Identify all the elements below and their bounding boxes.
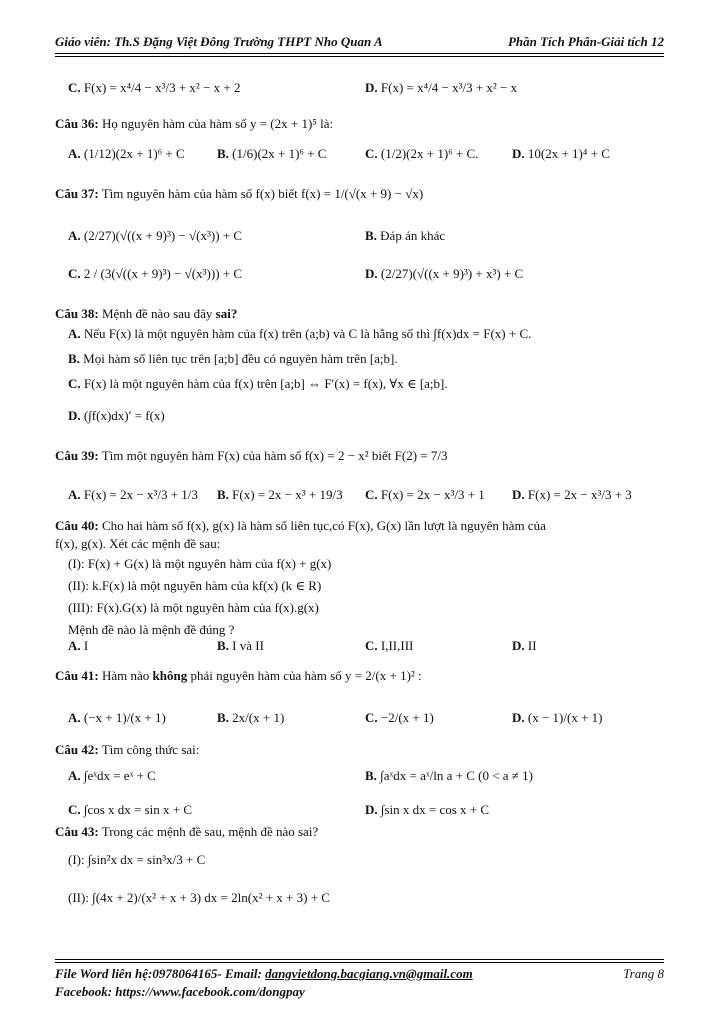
q40-stem-2: f(x), g(x). Xét các mệnh đề sau: (55, 536, 221, 551)
q41-stem: Câu 41: Hàm nào không phải nguyên hàm của hàm số y = 2/(x + 1)² : (55, 668, 422, 683)
footer-rule (55, 959, 664, 963)
footer-email-link[interactable]: dangvietdong.bacgiang.vn@gmail.com (265, 966, 473, 981)
q42-option-c: C. ∫cos x dx = sin x + C (68, 802, 193, 817)
header-left: Giáo viên: Th.S Đặng Việt Đông Trường THPT Nho Quan A (55, 34, 383, 49)
q39-option-a: A. F(x) = 2x − x³/3 + 1/3 (68, 487, 198, 502)
header-right: Phần Tích Phân-Giải tích 12 (507, 34, 664, 49)
q38-option-d: D. (∫f(x)dx)′ = f(x) (68, 408, 165, 423)
q41-option-c: C. −2/(x + 1) (365, 710, 434, 725)
q39-option-b: B. F(x) = 2x − x³ + 19/3 (217, 487, 343, 502)
q38-option-c: C. F(x) là một nguyên hàm của f(x) trên [a;b] ⇔ F′(x) = f(x), ∀x ∈ [a;b]. (68, 376, 448, 391)
q43-statement-i: (I): ∫sin²x dx = sin³x/3 + C (68, 852, 206, 867)
q38-stem: Câu 38: Mệnh đề nào sau đây sai? (55, 306, 238, 321)
q36-option-a: A. (1/12)(2x + 1)⁶ + C (68, 146, 185, 161)
q37-option-a: A. (2/27)(√((x + 9)³) − √(x³)) + C (68, 228, 243, 243)
q35-option-c: C. F(x) = x⁴/4 − x³/3 + x² − x + 2 (68, 80, 241, 95)
page-header (55, 34, 664, 50)
q37-option-b: B. Đáp án khác (365, 228, 446, 243)
q39-option-c: C. F(x) = 2x − x³/3 + 1 (365, 487, 485, 502)
q39-option-d: D. F(x) = 2x − x³/3 + 3 (512, 487, 632, 502)
q38-option-a: A. Nếu F(x) là một nguyên hàm của f(x) trên (a;b) và C là hằng số thì ∫f(x)dx = F(x) + C. (68, 326, 532, 341)
header-rule (55, 53, 664, 57)
q42-option-d: D. ∫sin x dx = cos x + C (365, 802, 490, 817)
q40-statement-ii: (II): k.F(x) là một nguyên hàm của kf(x) (k ∈ R) (68, 578, 322, 593)
q40-statement-iii: (III): F(x).G(x) là một nguyên hàm của f(x).g(x) (68, 600, 319, 615)
q43-statement-ii: (II): ∫(4x + 2)/(x² + x + 3) dx = 2ln(x² + x + 3) + C (68, 890, 330, 905)
q41-option-d: D. (x − 1)/(x + 1) (512, 710, 603, 725)
q42-option-a: A. ∫eˣdx = eˣ + C (68, 768, 156, 783)
q37-option-d: D. (2/27)(√((x + 9)³) + x³) + C (365, 266, 524, 281)
q36-option-d: D. 10(2x + 1)⁴ + C (512, 146, 610, 161)
q41-option-a: A. (−x + 1)/(x + 1) (68, 710, 166, 725)
q43-stem: Câu 43: Trong các mệnh đề sau, mệnh đề nào sai? (55, 824, 319, 839)
q41-option-b: B. 2x/(x + 1) (217, 710, 285, 725)
q40-statement-i: (I): F(x) + G(x) là một nguyên hàm của f(x) + g(x) (68, 556, 332, 571)
q35-option-d-text: F(x) = x⁴/4 − x³/3 + x² − x (380, 80, 518, 95)
q36-stem: Câu 36: Họ nguyên hàm của hàm số y = (2x + 1)⁵ là: (55, 116, 334, 131)
q37-stem: Câu 37: Tìm nguyên hàm của hàm số f(x) biết f(x) = 1/(√(x + 9) − √x) (55, 186, 424, 201)
q39-stem: Câu 39: Tìm một nguyên hàm F(x) của hàm số f(x) = 2 − x² biết F(2) = 7/3 (55, 448, 448, 463)
q40-ask: Mệnh đề nào là mệnh đề đúng ? (68, 622, 235, 637)
q40-option-a: A. I (68, 638, 89, 653)
q40-stem: Câu 40: Cho hai hàm số f(x), g(x) là hàm số liên tục,có F(x), G(x) lần lượt là nguyên hàm của (55, 518, 546, 533)
q40-option-c: C. I,II,III (365, 638, 414, 653)
q42-option-b: B. ∫aˣdx = aˣ/ln a + C (0 < a ≠ 1) (365, 768, 534, 783)
q35-option-c-text: F(x) = x⁴/4 − x³/3 + x² − x + 2 (83, 80, 241, 95)
q40-option-d: D. II (512, 638, 537, 653)
footer-line-1: File Word liên hệ:0978064165- Email: dangvietdong.bacgiang.vn@gmail.com (55, 966, 473, 981)
page-number: Trang 8 (623, 966, 664, 981)
q35-option-d: D. F(x) = x⁴/4 − x³/3 + x² − x (365, 80, 518, 95)
q40-option-b: B. I và II (217, 638, 264, 653)
q38-option-b: B. Mọi hàm số liên tục trên [a;b] đều có nguyên hàm trên [a;b]. (68, 351, 398, 366)
q36-option-c: C. (1/2)(2x + 1)⁶ + C. (365, 146, 479, 161)
q36-option-b: B. (1/6)(2x + 1)⁶ + C (217, 146, 327, 161)
q37-option-c: C. 2 / (3(√((x + 9)³) − √(x³))) + C (68, 266, 243, 281)
q42-stem: Câu 42: Tìm công thức sai: (55, 742, 200, 757)
footer-line-2: Facebook: https://www.facebook.com/dongpay (55, 984, 305, 999)
